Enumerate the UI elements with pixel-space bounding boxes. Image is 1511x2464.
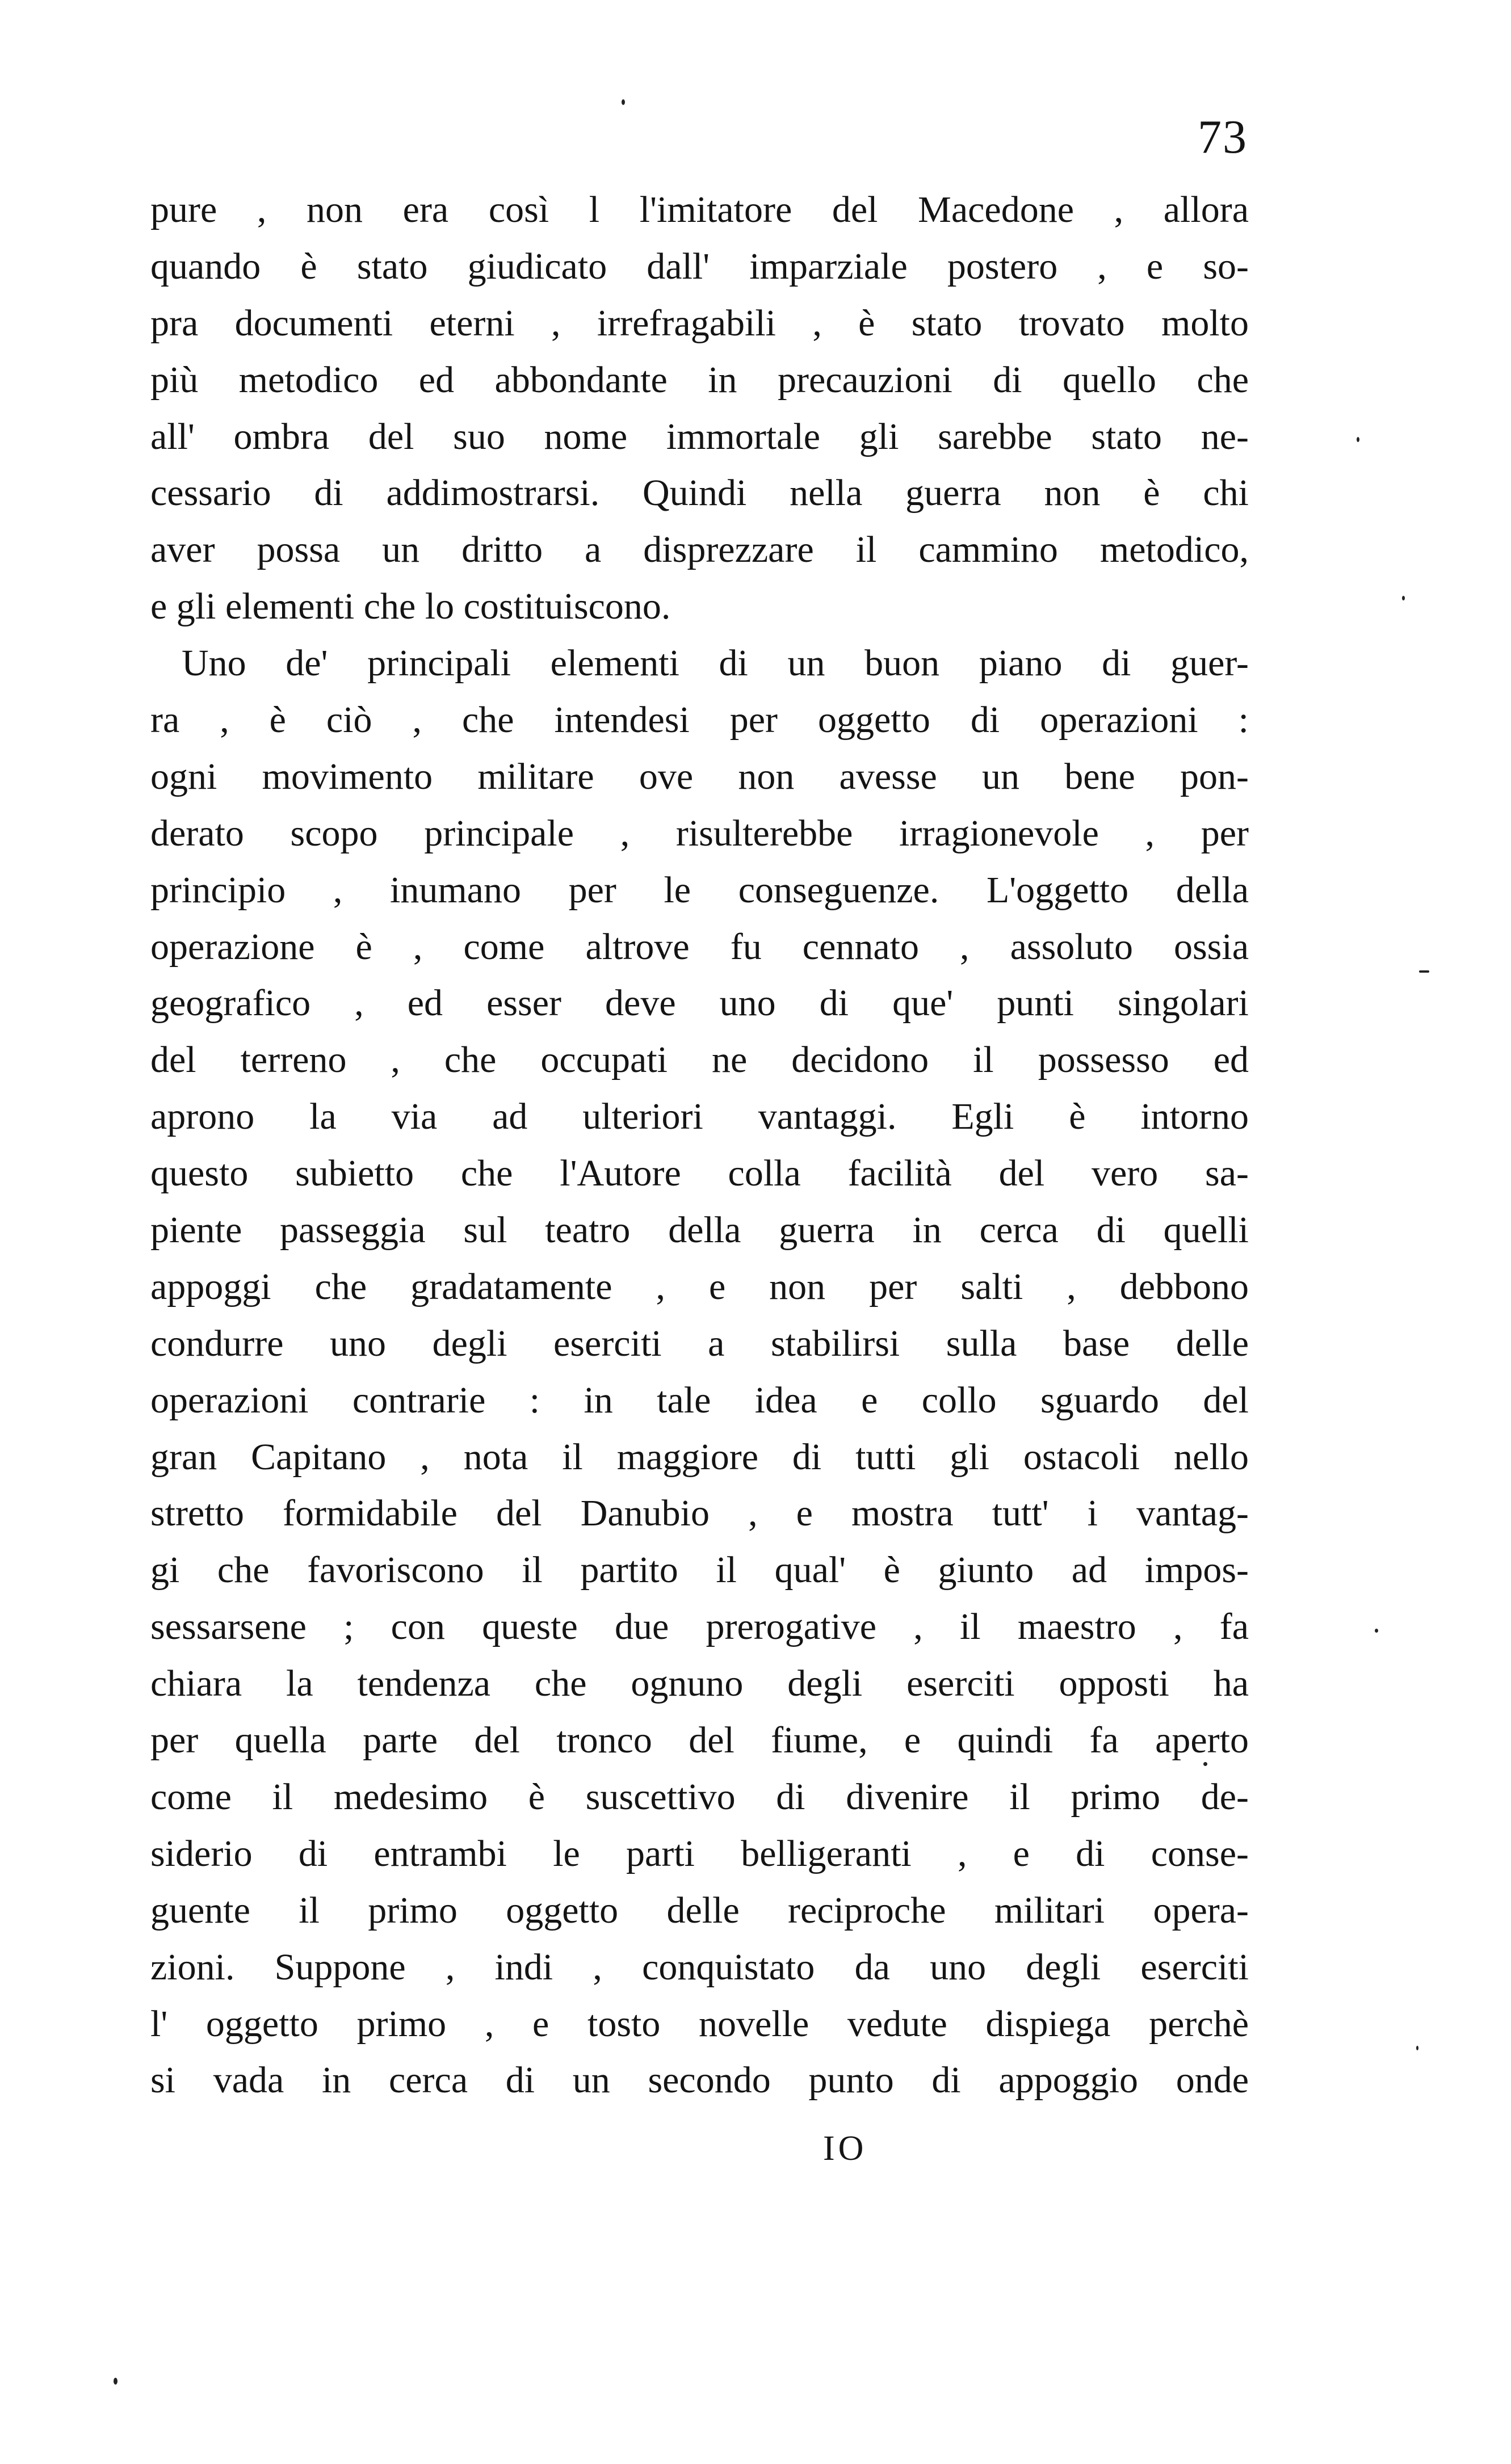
text-line: guente il primo oggetto delle reciproche militari opera-	[150, 1889, 1249, 1931]
page-number: 73	[1198, 111, 1248, 163]
text-line: geografico , ed esser deve uno di que' punti singolari	[150, 982, 1249, 1024]
text-line: e gli elementi che lo costituiscono.	[150, 586, 671, 628]
text-line: appoggi che gradatamente , e non per salti , debbono	[150, 1265, 1249, 1307]
text-line: per quella parte del tronco del fiume, e quindi fa aperto	[150, 1719, 1249, 1761]
text-line: questo subietto che l'Autore colla facilità del vero sa-	[150, 1153, 1249, 1195]
text-line: del terreno , che occupati ne decidono il possesso ed	[150, 1039, 1249, 1081]
text-line: gran Capitano , nota il maggiore di tutti gli ostacoli nello	[150, 1436, 1249, 1478]
text-line: gi che favoriscono il partito il qual' è giunto ad impos-	[150, 1549, 1249, 1591]
text-line: sessarsene ; con queste due prerogative , il maestro , fa	[150, 1606, 1249, 1648]
text-line: come il medesimo è suscettivo di divenire il primo de-	[150, 1776, 1249, 1818]
text-line: siderio di entrambi le parti belligeranti , e di conse-	[150, 1832, 1249, 1874]
text-line: pra documenti eterni , irrefragabili , è stato trovato molto	[150, 302, 1249, 344]
text-line: l' oggetto primo , e tosto novelle vedute dispiega perchè	[150, 2003, 1249, 2045]
signature-mark: IO	[823, 2129, 867, 2168]
text-line: stretto formidabile del Danubio , e mostra tutt' i vantag-	[150, 1492, 1249, 1534]
body-text	[150, 182, 1249, 2109]
ink-speck	[1203, 1762, 1207, 1766]
text-line: all' ombra del suo nome immortale gli sarebbe stato ne-	[150, 415, 1249, 457]
text-line: aver possa un dritto a disprezzare il cammino metodico,	[150, 529, 1249, 571]
text-line: condurre uno degli eserciti a stabilirsi sulla base delle	[150, 1322, 1249, 1364]
text-line: operazioni contrarie : in tale idea e collo sguardo del	[150, 1379, 1249, 1421]
text-line: più metodico ed abbondante in precauzioni di quello che	[150, 359, 1249, 401]
ink-speck	[1419, 970, 1429, 973]
paragraph-first-line: Uno de' principali elementi di un buon piano di guer-	[182, 642, 1249, 684]
text-line: derato scopo principale , risulterebbe irragionevole , per	[150, 812, 1249, 854]
text-line: piente passeggia sul teatro della guerra in cerca di quelli	[150, 1209, 1249, 1251]
text-line: operazione è , come altrove fu cennato , assoluto ossia	[150, 926, 1249, 968]
ink-speck	[1375, 1629, 1378, 1633]
text-line: quando è stato giudicato dall' imparziale postero , e so-	[150, 245, 1249, 287]
text-line: zioni. Suppone , indi , conquistato da uno degli eserciti	[150, 1946, 1249, 1988]
ink-speck	[1402, 596, 1405, 600]
text-line: ogni movimento militare ove non avesse un bene pon-	[150, 755, 1249, 797]
text-line: pure , non era così l l'imitatore del Macedone , allora	[150, 189, 1249, 230]
text-line: ra , è ciò , che intendesi per oggetto di operazioni :	[150, 699, 1249, 741]
text-line: cessario di addimostrarsi. Quindi nella guerra non è chi	[150, 472, 1249, 514]
ink-speck	[114, 2378, 117, 2385]
text-line: chiara la tendenza che ognuno degli eserciti opposti ha	[150, 1663, 1249, 1705]
ink-speck	[1357, 437, 1359, 442]
text-line: si vada in cerca di un secondo punto di appoggio onde	[150, 2059, 1249, 2101]
text-line: principio , inumano per le conseguenze. L'oggetto della	[150, 869, 1249, 911]
ink-speck	[1416, 2046, 1418, 2050]
text-line: aprono la via ad ulteriori vantaggi. Egli è intorno	[150, 1096, 1249, 1138]
ink-speck	[622, 99, 625, 105]
